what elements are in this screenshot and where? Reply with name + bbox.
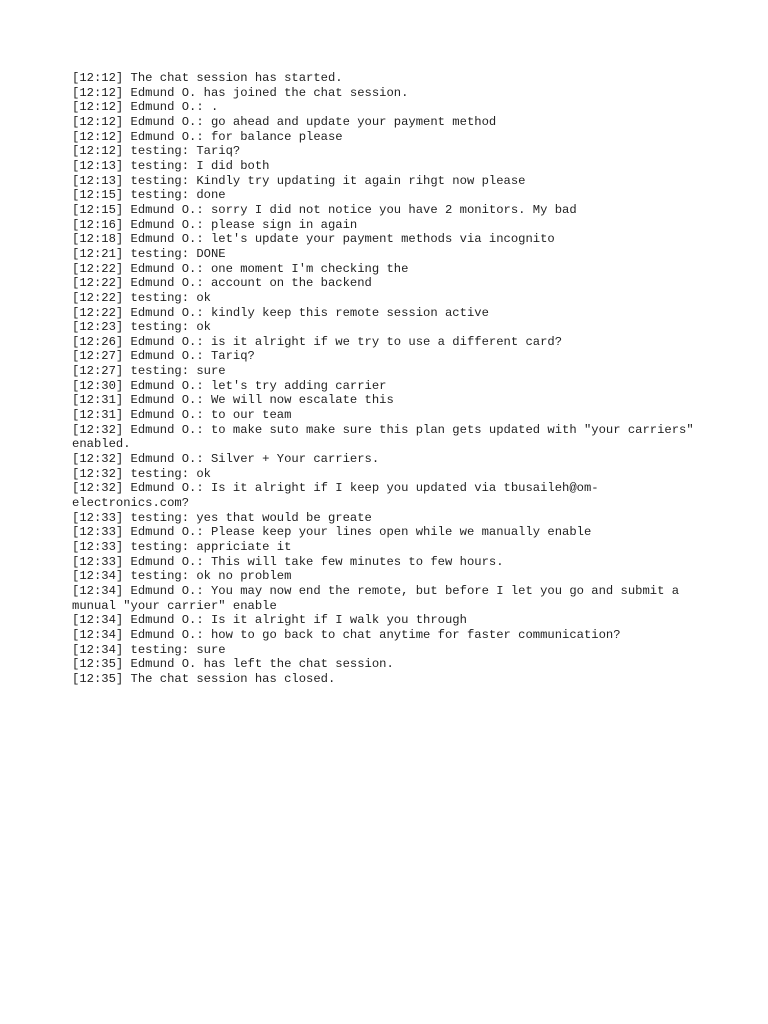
- transcript-line: [12:12] Edmund O.: .: [72, 100, 219, 115]
- transcript-line: [12:12] Edmund O.: go ahead and update your payment method: [72, 114, 497, 129]
- transcript-line: [12:31] Edmund O.: We will now escalate this: [72, 393, 394, 408]
- transcript-line: [12:12] testing: Tariq?: [72, 144, 241, 159]
- document-page: [72, 71, 702, 687]
- transcript-line: [12:15] testing: done: [72, 188, 226, 203]
- transcript-line: [12:27] Edmund O.: Tariq?: [72, 349, 255, 364]
- chat-transcript: [72, 71, 702, 687]
- transcript-line: [12:32] testing: ok: [72, 466, 211, 481]
- transcript-line: [12:21] testing: DONE: [72, 246, 226, 261]
- transcript-line: [12:33] Edmund O.: This will take few minutes to few hours.: [72, 554, 504, 569]
- transcript-line: [12:12] The chat session has started.: [72, 71, 343, 85]
- transcript-line: [12:16] Edmund O.: please sign in again: [72, 217, 358, 232]
- transcript-line: [12:33] Edmund O.: Please keep your lines open while we manually enable: [72, 525, 592, 540]
- transcript-line: [12:26] Edmund O.: is it alright if we try to use a different card?: [72, 334, 563, 349]
- transcript-line: [12:18] Edmund O.: let's update your payment methods via incognito: [72, 232, 555, 247]
- transcript-line: [12:33] testing: appriciate it: [72, 540, 292, 554]
- transcript-line: [12:30] Edmund O.: let's try adding carrier: [72, 378, 387, 393]
- transcript-line: [12:13] testing: Kindly try updating it again rihgt now please: [72, 173, 526, 188]
- transcript-line: [12:34] Edmund O.: You may now end the remote, but before I let you go and submit a munual "your carrier" enable: [72, 583, 687, 613]
- transcript-line: [12:32] Edmund O.: Silver + Your carriers.: [72, 452, 380, 467]
- transcript-line: [12:15] Edmund O.: sorry I did not notice you have 2 monitors. My bad: [72, 202, 577, 217]
- transcript-line: [12:35] The chat session has closed.: [72, 671, 336, 686]
- transcript-line: [12:34] Edmund O.: Is it alright if I walk you through: [72, 613, 467, 628]
- transcript-line: [12:27] testing: sure: [72, 364, 226, 379]
- transcript-line: [12:34] Edmund O.: how to go back to chat anytime for faster communication?: [72, 627, 621, 642]
- transcript-line: [12:34] testing: ok no problem: [72, 569, 292, 584]
- transcript-line: [12:32] Edmund O.: to make suto make sure this plan gets updated with "your carriers" enabled.: [72, 422, 701, 452]
- transcript-line: [12:23] testing: ok: [72, 320, 211, 335]
- transcript-line: [12:22] Edmund O.: one moment I'm checking the: [72, 261, 409, 276]
- transcript-line: [12:13] testing: I did both: [72, 158, 270, 173]
- transcript-line: [12:12] Edmund O.: for balance please: [72, 129, 343, 144]
- transcript-line: [12:22] testing: ok: [72, 290, 211, 305]
- transcript-line: [12:22] Edmund O.: kindly keep this remote session active: [72, 305, 489, 320]
- transcript-line: [12:32] Edmund O.: Is it alright if I keep you updated via tbusaileh@om-electronics.com?: [72, 481, 599, 511]
- transcript-line: [12:35] Edmund O. has left the chat session.: [72, 657, 394, 672]
- transcript-line: [12:33] testing: yes that would be greate: [72, 510, 372, 525]
- transcript-line: [12:31] Edmund O.: to our team: [72, 408, 292, 423]
- transcript-line: [12:12] Edmund O. has joined the chat session.: [72, 85, 409, 100]
- transcript-line: [12:34] testing: sure: [72, 642, 226, 657]
- transcript-line: [12:22] Edmund O.: account on the backend: [72, 276, 372, 291]
